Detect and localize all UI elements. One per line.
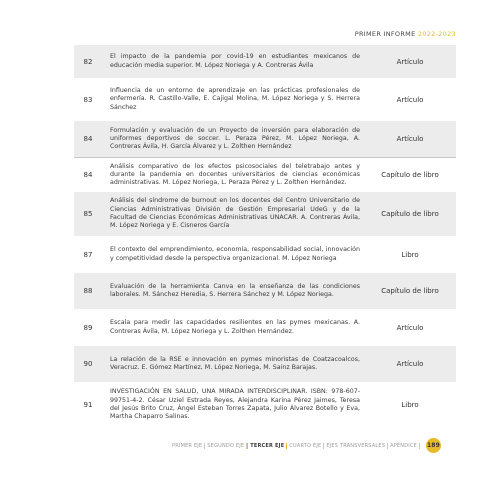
row-type: Libro [401, 401, 419, 409]
row-description: INVESTIGACIÓN EN SALUD, UNA MIRADA INTERDISCIPLINAR. ISBN: 978-607-99751-4-2. César Uziel Estrada Reyes, Alejandra Karina Pérez Jaimes, Teresa del Jesús Brito Cruz, Ángel Esteban Torres Zapata, Julio Álvarez Botello y Eva, Martha Chaparro Salinas. [110, 388, 360, 421]
nav-primer-eje[interactable]: PRIMER EJE [170, 443, 205, 449]
table-row [74, 273, 456, 309]
footer-nav [170, 438, 441, 453]
row-type: Capítulo de libro [381, 287, 439, 295]
table-row [74, 78, 456, 121]
table-row [74, 309, 456, 346]
row-number: 82 [83, 57, 93, 66]
row-number: 84 [83, 135, 93, 143]
nav-tercer-eje[interactable]: TERCER EJE [247, 443, 287, 449]
row-type: Artículo [396, 135, 424, 143]
nav-cuarto-eje[interactable]: CUARTO EJE [287, 443, 324, 449]
row-description: La relación de la RSE e innovación en pymes minoristas de Coatzacoalcos, Veracruz. E. Gómez Martínez, M. López Noriega, M. Sainz Barajas. [110, 355, 360, 371]
table-row [74, 236, 456, 273]
report-year: 2022-2023 [417, 30, 456, 38]
report-title: PRIMER INFORME [354, 30, 416, 38]
row-description: Escala para medir las capacidades resilientes en las pymes mexicanas. A. Contreras Ávila, M. López Noriega y L. Zolthen Hernández. [110, 319, 360, 335]
row-description: Evaluación de la herramienta Canva en la enseñanza de las condiciones laborales. M. Sánchez Heredia, S. Herrera Sánchez y M. López Noriega. [110, 282, 360, 298]
row-number: 85 [83, 210, 93, 218]
row-description: Análisis comparativo de los efectos psicosociales del teletrabajo antes y durante la pandemia en docentes universitarios de ciencias económicas administrativas. M. López Noriega, L. Peraza Pérez y L. Zolthen Hernández. [110, 162, 360, 187]
row-number: 83 [83, 95, 93, 104]
table-row [74, 382, 456, 428]
publications-table [74, 45, 456, 428]
row-type: Capítulo de libro [381, 210, 439, 218]
row-number: 88 [83, 287, 93, 295]
row-type: Artículo [396, 57, 424, 66]
nav-apendice[interactable]: APÉNDICE [388, 443, 420, 449]
nav-ejes-transversales[interactable]: EJES TRANSVERSALES [324, 443, 388, 449]
row-description: Influencia de un entorno de aprendizaje en las prácticas profesionales de enfermería. R. Castillo-Valle, E. Cajigal Molina, M. López Noriega y S. Herrera Sánchez [110, 87, 360, 111]
row-type: Capítulo de libro [381, 171, 439, 179]
row-description: Análisis del síndrome de burnout en los docentes del Centro Universitario de Ciencias Administrativas División de Gestión Empresarial UdeG y de la Facultad de Ciencias Económicas Administrativas UNACAR. A. Contreras Ávila, M. López Noriega y E. Cisneros García [110, 197, 360, 230]
table-row [74, 346, 456, 382]
row-description: El impacto de la pandemia por covid-19 en estudiantes mexicanos de educación media superior. M. López Noriega y A. Contreras Ávila [110, 53, 360, 69]
table-row [74, 157, 456, 192]
page-number-badge: 189 [426, 438, 441, 453]
table-row [74, 121, 456, 157]
report-header [355, 30, 456, 38]
row-description: El contexto del emprendimiento, economía, responsabilidad social, innovación y competitividad desde la perspectiva organizacional. M. López Noriega [110, 246, 360, 262]
row-type: Artículo [396, 360, 424, 368]
row-description: Formulación y evaluación de un Proyecto de inversión para elaboración de uniformes deportivos de soccer. L. Peraza Pérez, M. López Noriega, A. Contreras Ávila, H. García Álvarez y L. Zolthen Hernández [110, 126, 360, 151]
row-number: 89 [83, 323, 93, 332]
table-row [74, 192, 456, 236]
table-row [74, 45, 456, 78]
nav-segundo-eje[interactable]: SEGUNDO EJE [205, 443, 247, 449]
row-type: Artículo [396, 95, 424, 104]
row-type: Libro [401, 250, 419, 259]
row-type: Artículo [396, 323, 424, 332]
row-number: 90 [83, 360, 93, 368]
row-number: 87 [83, 250, 93, 259]
row-number: 84 [83, 171, 93, 179]
row-number: 91 [83, 401, 93, 409]
